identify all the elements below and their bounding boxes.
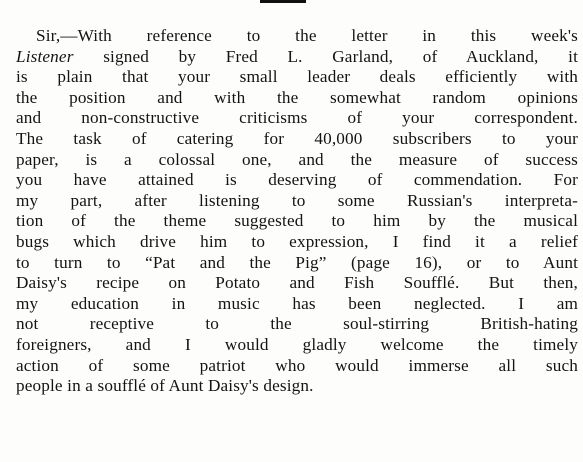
letter-line: the position and with the somewhat random opinions <box>16 87 578 107</box>
letter-line: tion of the theme suggested to him by the musical <box>16 211 578 231</box>
letter-line: bugs which drive him to expression, I find it a relief <box>16 231 578 251</box>
letter-line: foreigners, and I would gladly welcome the timely <box>16 334 578 354</box>
letter-line <box>16 47 578 68</box>
top-rule <box>260 0 306 3</box>
letter-line: action of some patriot who would immerse all such <box>16 355 578 375</box>
publication-name: Listener <box>16 46 74 66</box>
letter-line: Daisy's recipe on Potato and Fish Soufflé. But then, <box>16 273 578 293</box>
letter-line: and non-constructive criticisms of your correspondent. <box>16 108 578 128</box>
letter-line: to turn to “Pat and the Pig” (page 16), or to Aunt <box>16 252 578 272</box>
letter-line: paper, is a colossal one, and the measure of success <box>16 149 578 169</box>
letter-line: The task of catering for 40,000 subscribers to your <box>16 128 578 148</box>
letter-line: not receptive to the soul-stirring British-hating <box>16 314 578 334</box>
letter-line: is plain that your small leader deals efficiently with <box>16 67 578 87</box>
letter-line: you have attained is deserving of commendation. For <box>16 170 578 190</box>
letter-line: my part, after listening to some Russian's interpreta- <box>16 190 578 210</box>
letter-line: people in a soufflé of Aunt Daisy's design. <box>16 376 314 396</box>
letter-line: my education in music has been neglected. I am <box>16 293 578 313</box>
letter-body <box>16 26 578 397</box>
letter-line: Sir,—With reference to the letter in this week's <box>36 26 578 45</box>
letter-line-text: signed by Fred L. Garland, of Auckland, it <box>73 46 578 66</box>
